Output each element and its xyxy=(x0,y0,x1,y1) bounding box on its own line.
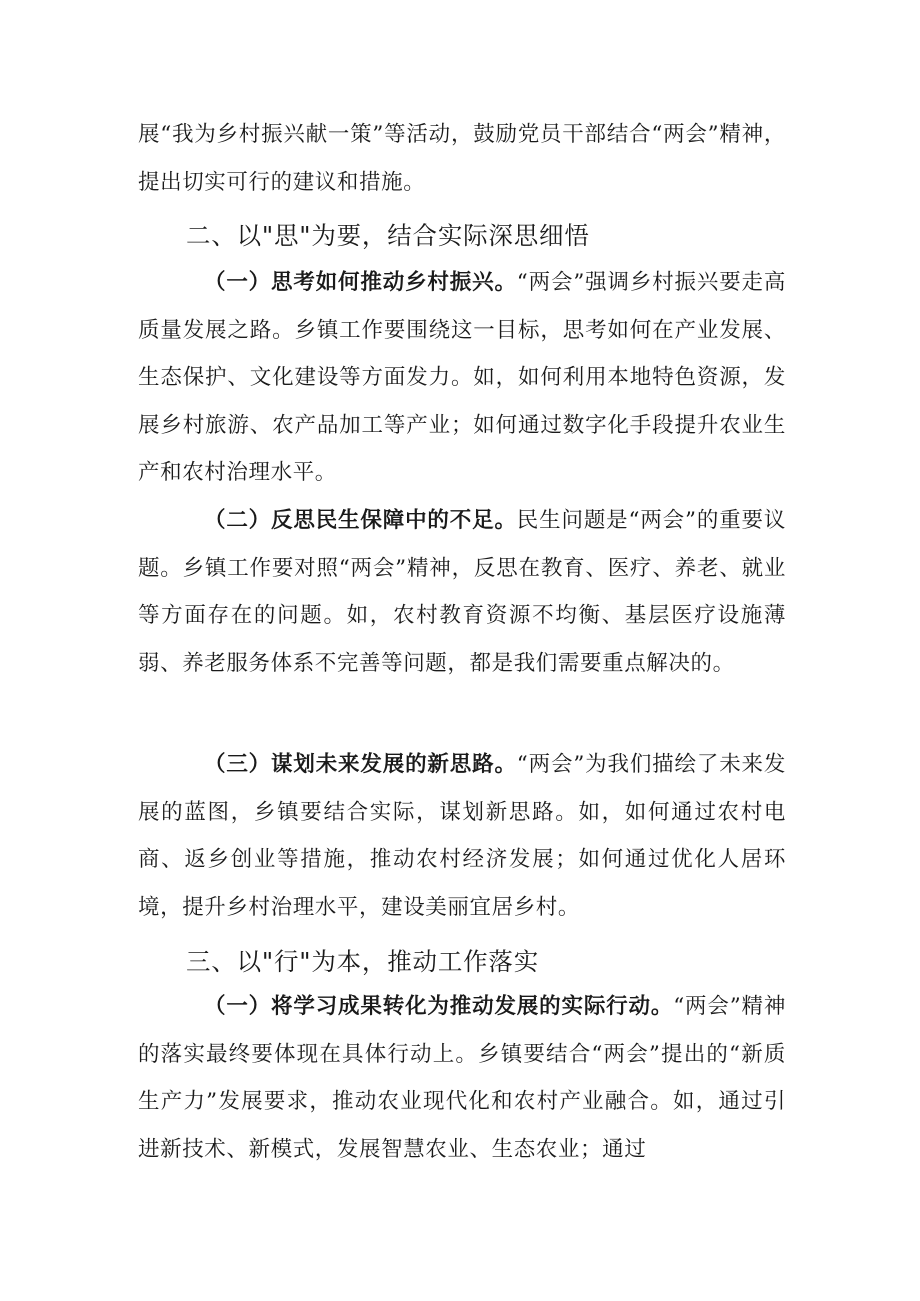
section-2-1-body: “两会”强调乡村振兴要走高质量发展之路。乡镇工作要围绕这一目标，思考如何在产业发展、生态保护、文化建设等方面发力。如，如何利用本地特色资源，发展乡村旅游、农产品加工等产业；如何通过数字化手段提升农业生产和农村治理水平。 xyxy=(138,270,786,485)
section-2-2-paragraph xyxy=(138,497,786,687)
section-3-heading: 三、以"行"为本，推动工作落实 xyxy=(186,947,540,976)
section-2-2-body: 民生问题是“两会”的重要议题。乡镇工作要对照“两会”精神，反思在教育、医疗、养老、就业等方面存在的问题。如，农村教育资源不均衡、基层医疗设施薄弱、养老服务体系不完善等问题，都是我们需要重点解决的。 xyxy=(138,508,786,676)
section-2-1-paragraph xyxy=(138,259,786,497)
section-2-3-paragraph xyxy=(138,741,786,931)
section-2-2-lead: （二）反思民生保障中的不足。 xyxy=(204,508,517,533)
section-2-3-body: “两会”为我们描绘了未来发展的蓝图，乡镇要结合实际，谋划新思路。如，如何通过农村电商、返乡创业等措施，推动农村经济发展；如何通过优化人居环境，提升乡村治理水平，建设美丽宜居乡村。 xyxy=(138,752,786,920)
intro-paragraph: 展“我为乡村振兴献一策”等活动，鼓励党员干部结合“两会”精神，提出切实可行的建议和措施。 xyxy=(138,122,786,195)
section-3-1-lead: （一）将学习成果转化为推动发展的实际行动。 xyxy=(204,994,674,1019)
section-2-3-lead: （三）谋划未来发展的新思路。 xyxy=(204,752,517,777)
section-2-1-lead: （一）思考如何推动乡村振兴。 xyxy=(204,270,517,295)
section-3-1-paragraph xyxy=(138,983,786,1173)
section-3-1-body: “两会”精神的落实最终要体现在具体行动上。乡镇要结合“两会”提出的“新质生产力”发展要求，推动农业现代化和农村产业融合。如，通过引进新技术、新模式，发展智慧农业、生态农业；通过 xyxy=(138,994,786,1162)
section-2-heading: 二、以"思"为要，结合实际深思细悟 xyxy=(186,221,590,250)
